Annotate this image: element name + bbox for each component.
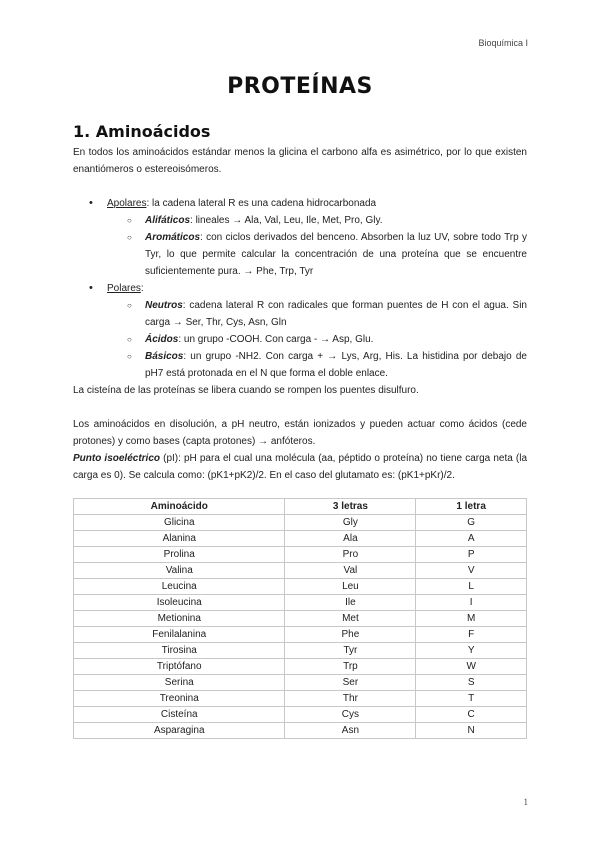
table-row <box>74 707 527 723</box>
table-cell: Gly <box>285 515 416 531</box>
classification-list <box>73 195 527 382</box>
table-cell: Thr <box>285 691 416 707</box>
apolares-sublist <box>107 212 527 280</box>
table-cell: Cisteína <box>74 707 285 723</box>
polares-sublist <box>107 297 527 382</box>
page-title: PROTEÍNAS <box>227 74 373 99</box>
table-cell: Ala <box>285 531 416 547</box>
table-cell: Fenilalanina <box>74 627 285 643</box>
acidos-text: : un grupo -COOH. Con carga - → Asp, Glu. <box>178 334 374 345</box>
table-row <box>74 627 527 643</box>
polares-text: : <box>140 283 144 294</box>
intro-paragraph: En todos los aminoácidos estándar menos la glicina el carbono alfa es asimétrico, por lo que existen enantiómeros o estereoisómeros. <box>73 147 527 175</box>
table-cell: Ile <box>285 595 416 611</box>
table-row <box>74 563 527 579</box>
table-cell: G <box>416 515 527 531</box>
table-cell: Serina <box>74 675 285 691</box>
table-cell: W <box>416 659 527 675</box>
table-cell: Glicina <box>74 515 285 531</box>
table-cell: Trp <box>285 659 416 675</box>
header-subject: Bioquímica I <box>478 38 528 48</box>
basicos-text: : un grupo -NH2. Con carga + → Lys, Arg, His. La histidina por debajo de pH7 está protonada en el N que forma el doble enlace. <box>145 351 527 379</box>
table-row <box>74 579 527 595</box>
table-cell: Asn <box>285 723 416 739</box>
list-item-apolares <box>107 195 527 280</box>
table-row <box>74 595 527 611</box>
list-item-aromaticos <box>145 229 527 280</box>
table-cell: I <box>416 595 527 611</box>
column-header: 3 letras <box>285 499 416 515</box>
table-cell: Isoleucina <box>74 595 285 611</box>
table-cell: P <box>416 547 527 563</box>
section-heading: 1. Aminoácidos <box>73 122 211 141</box>
table-cell: M <box>416 611 527 627</box>
apolares-label: Apolares <box>107 198 147 209</box>
table-cell: Leucina <box>74 579 285 595</box>
column-header: Aminoácido <box>74 499 285 515</box>
page-number: 1 <box>523 797 528 807</box>
table-cell: Metionina <box>74 611 285 627</box>
table-cell: Pro <box>285 547 416 563</box>
alifaticos-label: Alifáticos <box>145 215 191 226</box>
table-cell: Cys <box>285 707 416 723</box>
table-cell: L <box>416 579 527 595</box>
document-body <box>73 122 527 739</box>
table-cell: Val <box>285 563 416 579</box>
table-cell: N <box>416 723 527 739</box>
neutros-text: : cadena lateral R con radicales que forman puentes de H con el agua. Sin carga → Ser, Thr, Cys, Asn, Gln <box>145 300 527 328</box>
basicos-label: Básicos <box>145 351 184 362</box>
list-item-basicos <box>145 348 527 382</box>
aromaticos-label: Aromáticos <box>145 232 201 243</box>
table-row <box>74 531 527 547</box>
list-item-neutros <box>145 297 527 331</box>
table-row <box>74 659 527 675</box>
amino-acid-table <box>73 498 527 739</box>
table-row <box>74 611 527 627</box>
table-row <box>74 643 527 659</box>
table-cell: Tirosina <box>74 643 285 659</box>
table-cell: S <box>416 675 527 691</box>
table-cell: T <box>416 691 527 707</box>
table-row <box>74 547 527 563</box>
cisteina-note: La cisteína de las proteínas se libera cuando se rompen los puentes disulfuro. <box>73 385 419 396</box>
column-header: 1 letra <box>416 499 527 515</box>
table-cell: Triptófano <box>74 659 285 675</box>
table-cell: Met <box>285 611 416 627</box>
list-item-polares <box>107 280 527 382</box>
table-cell: Leu <box>285 579 416 595</box>
isoelectric-text: (pI): pH para el cual una molécula (aa, péptido o proteína) no tiene carga neta (la carga es 0). Se calcula como: (pK1+pK2)/2. En el caso del glutamato es: (pK1+pKr)/2. <box>73 453 528 481</box>
table-cell: C <box>416 707 527 723</box>
table-cell: Valina <box>74 563 285 579</box>
neutros-label: Neutros <box>145 300 183 311</box>
table-cell: Tyr <box>285 643 416 659</box>
disolucion-paragraph: Los aminoácidos en disolución, a pH neutro, están ionizados y pueden actuar como ácidos (cede protones) y como bases (capta protones) → anfóteros. <box>73 419 527 447</box>
table-row <box>74 723 527 739</box>
table-cell: V <box>416 563 527 579</box>
table-cell: Alanina <box>74 531 285 547</box>
apolares-text: : la cadena lateral R es una cadena hidrocarbonada <box>146 198 377 209</box>
isoelectric-paragraph <box>73 450 527 484</box>
table-cell: Phe <box>285 627 416 643</box>
table-body <box>74 515 527 739</box>
table-cell: Prolina <box>74 547 285 563</box>
table-cell: Asparagina <box>74 723 285 739</box>
table-row <box>74 675 527 691</box>
table-row <box>74 515 527 531</box>
table-row <box>74 691 527 707</box>
polares-label: Polares <box>107 283 141 294</box>
list-item-alifaticos <box>145 212 527 229</box>
alifaticos-text: : lineales → Ala, Val, Leu, Ile, Met, Pro, Gly. <box>190 215 383 226</box>
aromaticos-text: : con ciclos derivados del benceno. Absorben la luz UV, sobre todo Trp y Tyr, lo que permite calcular la concentración de una proteína que se encuentre suficientemente pura. → Phe, Trp, Tyr <box>145 232 527 277</box>
table-cell: Treonina <box>74 691 285 707</box>
table-cell: Ser <box>285 675 416 691</box>
acidos-label: Ácidos <box>145 334 179 345</box>
isoelectric-label: Punto isoeléctrico <box>73 453 161 464</box>
table-cell: F <box>416 627 527 643</box>
table-cell: A <box>416 531 527 547</box>
table-cell: Y <box>416 643 527 659</box>
table-header-row <box>74 499 527 515</box>
list-item-acidos <box>145 331 527 348</box>
